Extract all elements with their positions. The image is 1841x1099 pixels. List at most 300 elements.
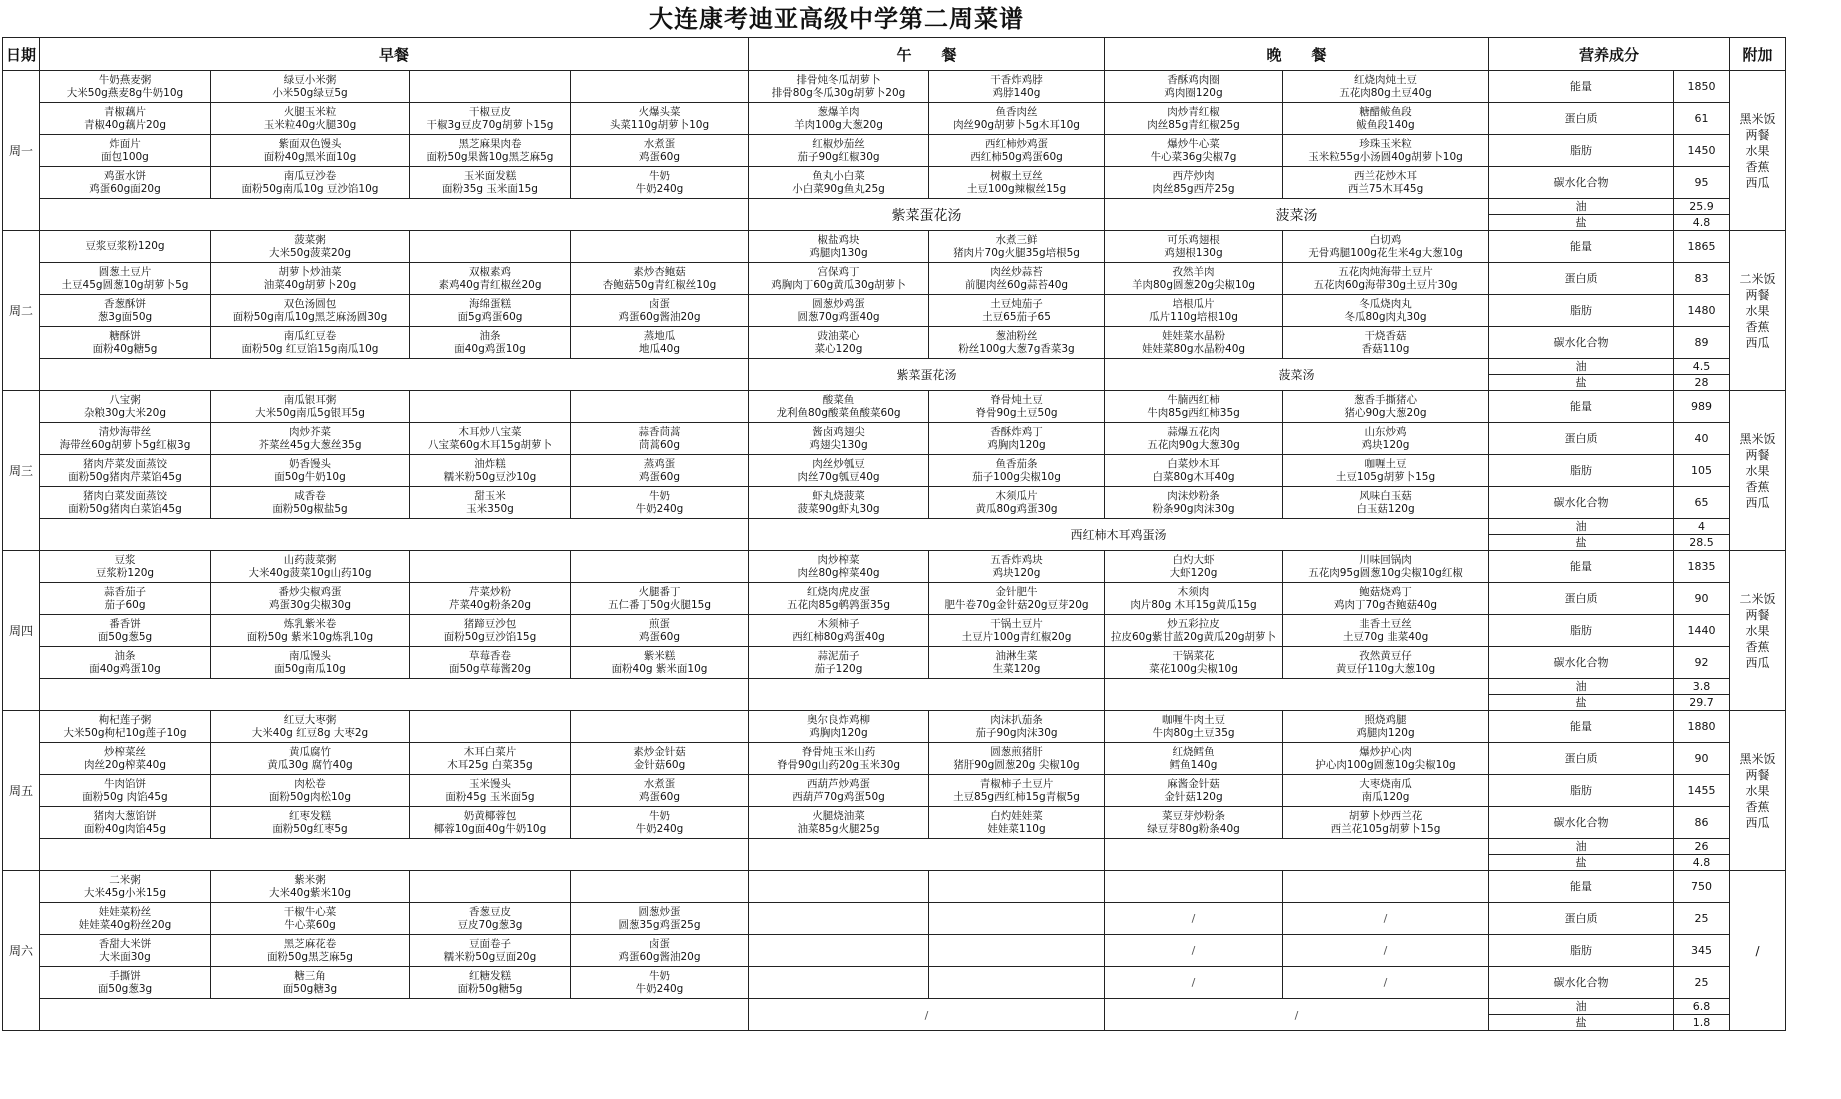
dish-name: 可乐鸡翅根 — [1167, 233, 1220, 246]
soup-empty-cell — [40, 839, 749, 871]
nutrient-value-text: 105 — [1691, 464, 1713, 477]
soup-row — [3, 999, 1841, 1015]
dish-cell — [571, 135, 749, 167]
dish-name: 甜玉米 — [474, 489, 506, 502]
menu-row — [3, 711, 1841, 743]
dish-cell — [571, 551, 749, 583]
dish-cell — [211, 711, 410, 743]
nutrient-label — [1489, 743, 1674, 775]
dish-cell — [749, 135, 929, 167]
dish-ingredients: 牛心菜60g — [284, 918, 336, 931]
dish-ingredients: 粉丝100g大葱7g香菜3g — [958, 342, 1075, 355]
dish-cell — [1283, 967, 1489, 999]
dish-ingredients: 龙利鱼80g酸菜鱼酸菜60g — [776, 406, 901, 419]
dish-ingredients: 芹菜40g粉条20g — [448, 598, 532, 611]
dish-name: 豉油菜心 — [817, 329, 860, 342]
dish-ingredients: 面粉40g糖5g — [92, 342, 158, 355]
dish-cell — [40, 711, 211, 743]
dish-ingredients: 土豆45g圆葱10g胡萝卜5g — [61, 278, 189, 291]
dish-cell — [749, 903, 929, 935]
soup-empty-cell — [40, 519, 749, 551]
dish-cell — [40, 775, 211, 807]
dish-name: 香葱酥饼 — [104, 297, 146, 310]
dish-ingredients: 牛肉80g土豆35g — [1152, 726, 1235, 739]
dish-name: 猪蹄豆沙包 — [463, 617, 517, 630]
dish-cell — [749, 231, 929, 263]
dish-ingredients: 面40g鸡蛋10g — [89, 662, 161, 675]
dish-name: 葱爆羊肉 — [817, 105, 860, 118]
dish-ingredients: 面粉50g 肉馅45g — [82, 790, 168, 803]
nutrient-value-text: 4.8 — [1692, 216, 1711, 229]
dish-ingredients: 茄子90g肉沫30g — [975, 726, 1058, 739]
dish-cell — [40, 295, 211, 327]
dish-cell — [749, 551, 929, 583]
dish-cell — [40, 103, 211, 135]
dish-ingredients: 豆浆粉120g — [95, 566, 155, 579]
dish-name: 干烧香菇 — [1364, 329, 1407, 342]
dish-name: 红烧鳕鱼 — [1172, 745, 1215, 758]
dish-name: 胡萝卜炒西兰花 — [1348, 809, 1423, 822]
nutrient-name: 蛋白质 — [1564, 911, 1598, 925]
dish-cell — [1283, 935, 1489, 967]
dish-name: 蒸鸡蛋 — [643, 457, 676, 470]
dish-name: 牛腩西红柿 — [1167, 393, 1220, 406]
dish-name: 二米粥 — [109, 873, 141, 886]
extra-cell — [1730, 71, 1786, 231]
dish-cell — [929, 935, 1105, 967]
dish-name: 南瓜红豆卷 — [283, 329, 337, 342]
dish-ingredients: 娃娃菜40g粉丝20g — [78, 918, 172, 931]
dish-cell — [1283, 903, 1489, 935]
dish-cell — [211, 135, 410, 167]
dish-cell — [571, 103, 749, 135]
dish-cell — [40, 871, 211, 903]
dish-name: 大枣烧南瓜 — [1359, 777, 1412, 790]
extra-text: 二米饭 两餐 水果 香蕉 西瓜 — [1739, 591, 1776, 670]
dish-cell — [929, 167, 1105, 199]
dish-name: 香葱豆皮 — [469, 905, 511, 918]
dish-name: 菜豆芽炒粉条 — [1162, 809, 1226, 822]
dish-name: / — [1383, 943, 1388, 957]
nutrient-label — [1489, 167, 1674, 199]
dish-ingredients: 玉米粒40g火腿30g — [263, 118, 357, 131]
dish-name: 素炒金针菇 — [633, 745, 686, 758]
dish-name: / — [1191, 943, 1196, 957]
dish-name: 川味回锅肉 — [1359, 553, 1412, 566]
nutrient-name: 碳水化合物 — [1553, 815, 1609, 829]
nutrient-label — [1489, 215, 1674, 231]
dish-ingredients: 娃娃菜80g水晶粉40g — [1142, 342, 1246, 355]
dinner-soup-cell — [1105, 359, 1489, 391]
dish-ingredients: 土豆65茄子65 — [982, 310, 1051, 323]
dish-name: 素炒杏鲍菇 — [633, 265, 686, 278]
dish-name: 土豆炖茄子 — [990, 297, 1043, 310]
menu-row — [3, 903, 1841, 935]
dish-name: 番香饼 — [109, 617, 141, 630]
menu-row — [3, 423, 1841, 455]
dish-cell — [571, 871, 749, 903]
nutrient-value-text: 28 — [1694, 376, 1709, 389]
dish-name: 白菜炒木耳 — [1167, 457, 1220, 470]
nutrient-name: 蛋白质 — [1564, 271, 1598, 285]
nutrient-value-text: 29.7 — [1689, 696, 1714, 709]
extra-text: 二米饭 两餐 水果 香蕉 西瓜 — [1739, 271, 1776, 350]
dish-ingredients: 面粉35g 玉米面15g — [442, 182, 538, 195]
dish-ingredients: 牛奶240g — [635, 982, 684, 995]
lunch-soup-cell — [749, 679, 1105, 711]
nutrient-value — [1674, 487, 1730, 519]
nutrient-value — [1674, 519, 1730, 535]
dish-cell — [571, 807, 749, 839]
dish-ingredients: 面5g鸡蛋60g — [457, 310, 523, 323]
soup-empty-cell — [40, 679, 749, 711]
dish-name: 水煮蛋 — [643, 137, 676, 150]
dish-name: 南瓜豆沙卷 — [283, 169, 337, 182]
dish-cell — [929, 871, 1105, 903]
dish-ingredients: 芥菜丝45g大葱丝35g — [258, 438, 362, 451]
nutrient-label — [1489, 423, 1674, 455]
dish-cell — [571, 711, 749, 743]
dish-name: 蒜香茼蒿 — [638, 425, 681, 438]
soup-empty-cell — [40, 359, 749, 391]
nutrient-value — [1674, 935, 1730, 967]
menu-row — [3, 935, 1841, 967]
dish-cell — [410, 615, 571, 647]
dish-ingredients: 茄子120g — [814, 662, 863, 675]
dish-cell — [571, 391, 749, 423]
nutrient-label — [1489, 519, 1674, 535]
nutrient-value — [1674, 167, 1730, 199]
header-lunch-label: 午 餐 — [896, 45, 957, 64]
header-day — [3, 38, 40, 71]
dish-ingredients: 排骨80g冬瓜30g胡萝卜20g — [771, 86, 906, 99]
nutrient-label — [1489, 711, 1674, 743]
dish-cell — [1283, 487, 1489, 519]
dish-cell — [1105, 167, 1283, 199]
dish-ingredients: 面粉50g猪肉白菜馅45g — [68, 502, 182, 515]
dish-cell — [211, 423, 410, 455]
dish-name: 草莓香卷 — [469, 649, 511, 662]
dish-ingredients: 鲅鱼段140g — [1356, 118, 1415, 131]
soup-row — [3, 519, 1841, 535]
nutrient-value — [1674, 647, 1730, 679]
dish-ingredients: 肥牛卷70g金针菇20g豆芽20g — [944, 598, 1089, 611]
dish-ingredients: 牛心菜36g尖椒7g — [1150, 150, 1237, 163]
menu-row — [3, 743, 1841, 775]
dish-cell — [211, 327, 410, 359]
nutrient-label — [1489, 871, 1674, 903]
dish-ingredients: 金针菇120g — [1164, 790, 1223, 803]
dish-name: 珍珠玉米粒 — [1359, 137, 1412, 150]
dish-name: 黄瓜腐竹 — [289, 745, 331, 758]
nutrient-label — [1489, 359, 1674, 375]
nutrient-value — [1674, 711, 1730, 743]
dish-cell — [929, 967, 1105, 999]
dish-ingredients: 鸡胸肉丁60g黄瓜30g胡萝卜 — [771, 278, 906, 291]
dish-name: 油炸糕 — [474, 457, 506, 470]
nutrient-label — [1489, 551, 1674, 583]
nutrient-value — [1674, 535, 1730, 551]
dish-name: 玉米馒头 — [469, 777, 511, 790]
dish-name: 脊骨炖土豆 — [990, 393, 1043, 406]
dish-cell — [929, 551, 1105, 583]
dish-name: 奶黄椰蓉包 — [463, 809, 517, 822]
dish-ingredients: 面粉50g糖5g — [457, 982, 523, 995]
dish-cell — [211, 487, 410, 519]
dish-name: 八宝粥 — [109, 393, 141, 406]
menu-row — [3, 775, 1841, 807]
dish-cell — [211, 263, 410, 295]
menu-row — [3, 583, 1841, 615]
dish-name: 圆葱炒蛋 — [638, 905, 681, 918]
dish-cell — [1283, 743, 1489, 775]
nutrient-label — [1489, 263, 1674, 295]
dish-ingredients: 西葫芦70g鸡蛋50g — [792, 790, 885, 803]
dish-name: 韭香土豆丝 — [1359, 617, 1412, 630]
dish-cell — [571, 615, 749, 647]
dish-name: 红烧肉炖土豆 — [1354, 73, 1418, 86]
dish-cell — [749, 423, 929, 455]
extra-cell — [1730, 551, 1786, 711]
dish-name: 火爆头菜 — [638, 105, 681, 118]
dish-ingredients: 面50g葱3g — [97, 982, 153, 995]
dish-name: 蒜香茄子 — [104, 585, 146, 598]
dish-name: 圆葱煎猪肝 — [990, 745, 1043, 758]
dish-name: 蒜泥茄子 — [817, 649, 860, 662]
dish-cell — [749, 615, 929, 647]
dish-cell — [929, 487, 1105, 519]
dish-cell — [1283, 263, 1489, 295]
nutrient-value-text: 1.8 — [1692, 1016, 1711, 1029]
dish-cell — [410, 231, 571, 263]
dish-name: 红烧肉虎皮蛋 — [807, 585, 871, 598]
dish-name: 木须柿子 — [817, 617, 860, 630]
menu-row — [3, 263, 1841, 295]
soup-row — [3, 199, 1841, 215]
dish-name: 圆葱炒鸡蛋 — [812, 297, 865, 310]
dish-name: / — [1191, 975, 1196, 989]
dish-cell — [211, 935, 410, 967]
dish-ingredients: 鸡胸肉120g — [987, 438, 1046, 451]
lunch-soup-cell — [749, 519, 1489, 551]
dish-ingredients: 猪心90g大葱20g — [1344, 406, 1427, 419]
dish-cell — [211, 647, 410, 679]
dish-cell — [1283, 775, 1489, 807]
dish-cell — [410, 423, 571, 455]
dish-name: 炒五彩拉皮 — [1167, 617, 1220, 630]
dish-ingredients: 肉丝90g胡萝卜5g木耳10g — [953, 118, 1080, 131]
dish-ingredients: 鸡肉圈120g — [1164, 86, 1223, 99]
dish-name: 木须瓜片 — [995, 489, 1038, 502]
nutrient-label — [1489, 967, 1674, 999]
dish-name: 绿豆小米粥 — [283, 73, 337, 86]
dish-name: 油条 — [479, 329, 501, 342]
dish-cell — [929, 583, 1105, 615]
dish-cell — [749, 327, 929, 359]
nutrient-value-text: 1450 — [1687, 144, 1716, 157]
dish-cell — [211, 167, 410, 199]
dish-ingredients: 黄瓜30g 腐竹40g — [267, 758, 353, 771]
dish-ingredients: 鸡蛋60g — [638, 790, 681, 803]
dish-cell — [1283, 103, 1489, 135]
nutrient-value — [1674, 423, 1730, 455]
dish-name: 山药菠菜粥 — [283, 553, 337, 566]
dish-name: 木耳炒八宝菜 — [458, 425, 522, 438]
dish-cell — [211, 455, 410, 487]
dish-ingredients: 南瓜120g — [1361, 790, 1410, 803]
dish-ingredients: 大米40g菠菜10g山药10g — [248, 566, 372, 579]
dish-name: 紫米糕 — [643, 649, 676, 662]
dish-cell — [211, 231, 410, 263]
dish-cell — [410, 135, 571, 167]
dish-cell — [929, 711, 1105, 743]
dish-ingredients: 羊肉100g大葱20g — [794, 118, 883, 131]
dish-name: 娃娃菜水晶粉 — [1162, 329, 1226, 342]
dish-cell — [929, 103, 1105, 135]
dish-name: 奥尔良炸鸡柳 — [807, 713, 871, 726]
nutrient-value — [1674, 391, 1730, 423]
dish-cell — [1105, 295, 1283, 327]
dish-cell — [929, 743, 1105, 775]
dish-name: 木须肉 — [1177, 585, 1210, 598]
nutrient-value-text: 4.5 — [1692, 360, 1711, 373]
day-label: 周三 — [8, 464, 33, 478]
dish-name: 酱卤鸡翅尖 — [812, 425, 865, 438]
nutrient-value-text: 989 — [1691, 400, 1713, 413]
dish-cell — [40, 935, 211, 967]
dish-name: 紫米粥 — [294, 873, 326, 886]
dish-ingredients: 土豆70g 韭菜40g — [1342, 630, 1429, 643]
soup-name: / — [924, 1008, 929, 1022]
dish-ingredients: 面包100g — [101, 150, 149, 163]
dish-name: 肉丝炒瓠豆 — [812, 457, 865, 470]
dish-cell — [1105, 775, 1283, 807]
dish-name: 肉炒芥菜 — [289, 425, 331, 438]
dish-ingredients: 八宝菜60g木耳15g胡萝卜 — [427, 438, 553, 451]
nutrient-name: 碳水化合物 — [1553, 495, 1609, 509]
day-label: 周四 — [8, 624, 33, 638]
dish-ingredients: 面粉40g肉馅45g — [83, 822, 167, 835]
dish-name: 炼乳紫米卷 — [283, 617, 337, 630]
dish-name: 蒸地瓜 — [643, 329, 676, 342]
dish-name: 芹菜炒粉 — [469, 585, 511, 598]
nutrient-name: 盐 — [1575, 695, 1587, 709]
nutrient-label — [1489, 903, 1674, 935]
dish-ingredients: 护心肉100g圆葱10g尖椒10g — [1315, 758, 1456, 771]
nutrient-label — [1489, 231, 1674, 263]
dish-ingredients: 西兰花105g胡萝卜15g — [1330, 822, 1441, 835]
dish-name: 树椒土豆丝 — [990, 169, 1043, 182]
nutrient-name: 能量 — [1570, 559, 1593, 573]
nutrient-value — [1674, 679, 1730, 695]
dish-cell — [40, 455, 211, 487]
dish-ingredients: 鸡蛋60g — [638, 150, 681, 163]
dish-cell — [410, 967, 571, 999]
dish-name: 南瓜银耳粥 — [283, 393, 337, 406]
dish-name: 干香炸鸡脖 — [990, 73, 1043, 86]
page-title: 大连康考迪亚高级中学第二周菜谱 — [649, 4, 1024, 33]
dish-name: 干椒牛心菜 — [283, 905, 337, 918]
dish-cell — [571, 935, 749, 967]
dish-cell — [410, 647, 571, 679]
dish-name: 五香炸鸡块 — [990, 553, 1043, 566]
dish-cell — [1283, 551, 1489, 583]
dish-ingredients: 娃娃菜110g — [987, 822, 1046, 835]
dish-ingredients: 牛奶240g — [635, 182, 684, 195]
dish-name: 紫面双色馒头 — [278, 137, 342, 150]
dish-cell — [211, 391, 410, 423]
dinner-soup-cell — [1105, 199, 1489, 231]
dish-ingredients: 干椒3g豆皮70g胡萝卜15g — [426, 118, 554, 131]
menu-row — [3, 967, 1841, 999]
menu-row — [3, 295, 1841, 327]
dish-cell — [40, 71, 211, 103]
dish-cell — [571, 167, 749, 199]
dinner-soup-cell — [1105, 839, 1489, 871]
nutrient-value — [1674, 903, 1730, 935]
dish-cell — [571, 967, 749, 999]
nutrient-label — [1489, 1015, 1674, 1031]
dish-ingredients: 油菜40g胡萝卜20g — [263, 278, 357, 291]
dish-name: 孜然黄豆仔 — [1359, 649, 1412, 662]
dish-cell — [1283, 647, 1489, 679]
dish-ingredients: 小米50g绿豆5g — [272, 86, 348, 99]
nutrient-name: 脂肪 — [1570, 623, 1593, 637]
dish-cell — [749, 263, 929, 295]
dish-ingredients: 面粉50g猪肉芹菜馅45g — [68, 470, 182, 483]
dish-cell — [1283, 71, 1489, 103]
extra-text: / — [1755, 943, 1760, 958]
dish-ingredients: 鸡蛋60g酱油20g — [618, 310, 701, 323]
dish-ingredients: 大米40g紫米10g — [268, 886, 352, 899]
dish-cell — [571, 231, 749, 263]
nutrient-label — [1489, 695, 1674, 711]
soup-name: / — [1294, 1008, 1299, 1022]
dish-name: / — [1383, 911, 1388, 925]
nutrient-value-text: 4.8 — [1692, 856, 1711, 869]
dish-name: 酸菜鱼 — [822, 393, 855, 406]
day-cell — [3, 231, 40, 391]
dish-cell — [410, 295, 571, 327]
dish-ingredients: 香菇110g — [1361, 342, 1410, 355]
dish-ingredients: 面50g草莓酱20g — [448, 662, 532, 675]
dish-name: 山东炒鸡 — [1364, 425, 1407, 438]
dish-name: 炒榨菜丝 — [104, 745, 146, 758]
dish-ingredients: 海带丝60g胡萝卜5g红椒3g — [59, 438, 191, 451]
dish-cell — [410, 583, 571, 615]
dish-name: 黑芝麻花卷 — [283, 937, 337, 950]
dish-cell — [410, 903, 571, 935]
nutrient-label — [1489, 807, 1674, 839]
dish-cell — [749, 711, 929, 743]
day-label: 周一 — [8, 144, 33, 158]
nutrient-value-text: 83 — [1694, 272, 1709, 285]
dish-ingredients: 鸡翅尖130g — [809, 438, 868, 451]
dish-name: 手撕饼 — [109, 969, 141, 982]
dish-name: 糖醋鲅鱼段 — [1359, 105, 1412, 118]
nutrient-value-text: 40 — [1694, 432, 1709, 445]
dish-ingredients: 圆葱35g鸡蛋25g — [618, 918, 701, 931]
dish-ingredients: 面50g牛奶10g — [274, 470, 346, 483]
nutrient-label — [1489, 135, 1674, 167]
dish-cell — [749, 103, 929, 135]
dish-ingredients: 面粉50g黑芝麻5g — [267, 950, 353, 963]
nutrient-name: 油 — [1575, 519, 1587, 533]
dish-cell — [410, 935, 571, 967]
nutrient-value — [1674, 327, 1730, 359]
dish-cell — [929, 71, 1105, 103]
dish-cell — [40, 263, 211, 295]
